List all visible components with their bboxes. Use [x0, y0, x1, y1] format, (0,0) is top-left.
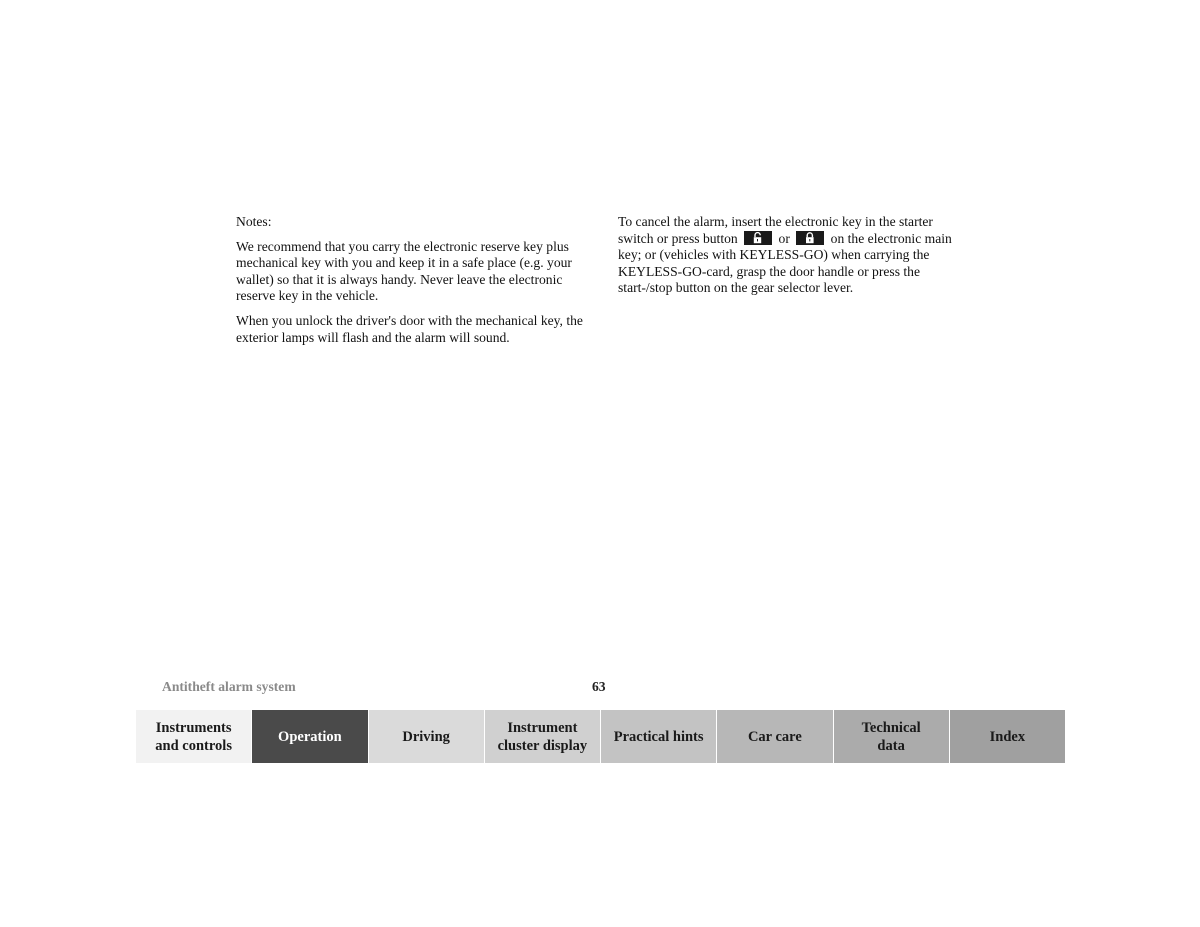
tab-label: Driving	[402, 728, 450, 745]
right-column	[618, 214, 963, 305]
notes-heading: Notes:	[236, 214, 272, 229]
page-number: 63	[592, 679, 606, 694]
left-column	[236, 214, 588, 354]
tab-technical-data[interactable]	[834, 710, 950, 763]
tab-label: Operation	[278, 728, 342, 745]
lock-icon	[796, 231, 824, 245]
tab-label: Car care	[747, 728, 802, 745]
cancel-alarm-paragraph	[618, 214, 963, 297]
tab-label: Practical hints	[613, 728, 704, 745]
tab-label: Instruments and controls	[155, 719, 232, 754]
reserve-key-paragraph: We recommend that you carry the electronic reserve key plus mechanical key with you and keep it in a safe place (e.g. your wallet) so that it is always handy. Never leave the electronic reserve key in the vehicle.	[236, 238, 572, 304]
tab-practical-hints[interactable]	[601, 710, 717, 763]
tab-label: Technical data	[861, 719, 921, 754]
tab-instruments-and-controls[interactable]	[136, 710, 252, 763]
unlock-icon	[744, 231, 772, 245]
tab-driving[interactable]	[369, 710, 485, 763]
tab-label: Index	[989, 728, 1026, 745]
tab-instrument-cluster-display[interactable]	[485, 710, 601, 763]
section-title: Antitheft alarm system	[162, 679, 296, 694]
tab-label: Instrument cluster display	[497, 719, 588, 754]
tab-operation[interactable]	[252, 710, 368, 763]
cancel-alarm-text-end: on the electronic main key; or (vehicles with KEYLESS-GO) when carrying the KEYLESS-GO-card, grasp the door handle or press the start-/stop button on the gear selector lever.	[618, 230, 952, 296]
chapter-navigation	[136, 710, 1065, 763]
cancel-alarm-text-start: To cancel the alarm, insert the electronic key in the starter switch or press button	[618, 214, 933, 246]
tab-index[interactable]	[950, 710, 1065, 763]
tab-car-care[interactable]	[717, 710, 833, 763]
or-text: or	[778, 230, 790, 246]
mechanical-key-paragraph: When you unlock the driver's door with the mechanical key, the exterior lamps will flash and the alarm will sound.	[236, 312, 583, 345]
